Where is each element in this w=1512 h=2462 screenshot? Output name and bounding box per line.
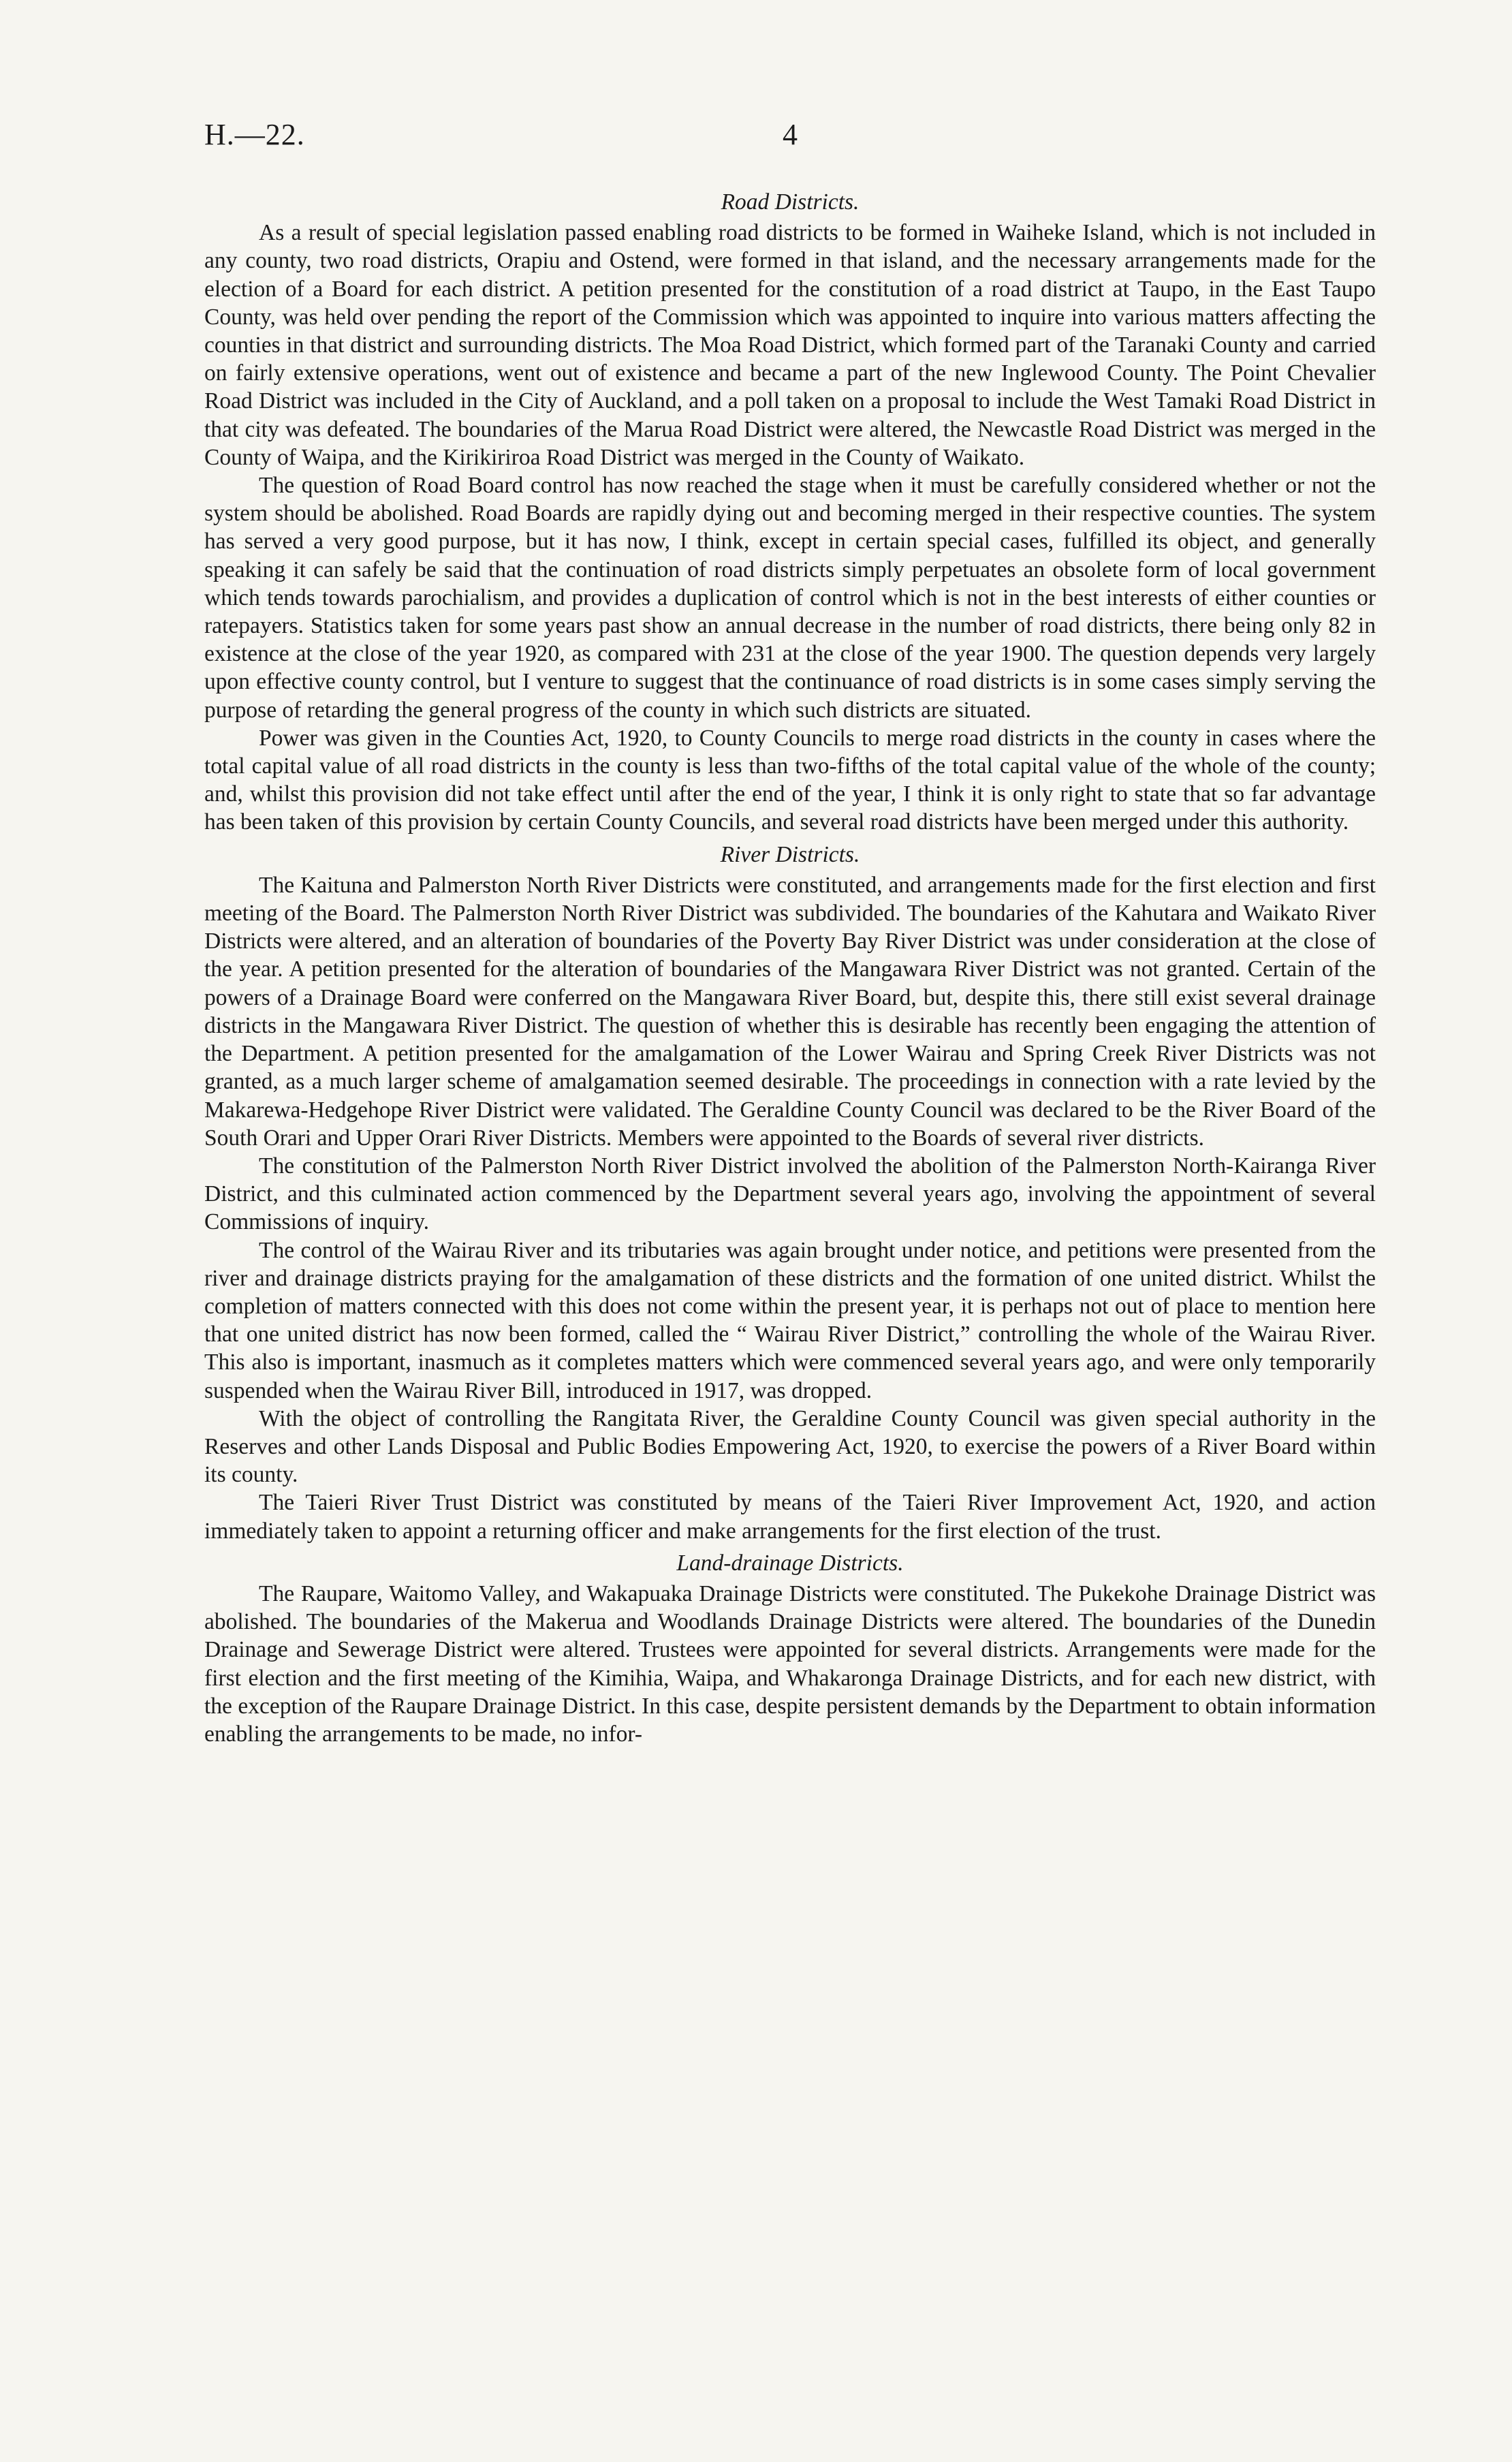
paragraph: As a result of special legislation passed enabling road districts to be formed in Waiheke Island, which is not included in any county, two road districts, Orapiu and Ostend, were formed in that island, and the necessary arrangements made for the election of a Board for each district. A petition presented for the constitution of a road district at Taupo, in the East Taupo County, was held over pending the report of the Commission which was appointed to inquire into various matters affecting the counties in that district and surrounding districts. The Moa Road District, which formed part of the Taranaki County and carried on fairly extensive operations, went out of existence and became a part of the new Inglewood County. The Point Chevalier Road District was included in the City of Auckland, and a poll taken on a proposal to include the West Tamaki Road District in that city was defeated. The boundaries of the Marua Road District were altered, the Newcastle Road District was merged in the County of Waipa, and the Kirikiriroa Road District was merged in the County of Waikato. xyxy=(204,220,1376,470)
section-land-drainage-districts xyxy=(204,1549,1376,1748)
paragraph: The question of Road Board control has now reached the stage when it must be carefully considered whether or not the system should be abolished. Road Boards are rapidly dying out and becoming merged in their respective counties. The system has served a very good purpose, but it has now, I think, except in certain special cases, fulfilled its object, and generally speaking it can safely be said that the continuation of road districts simply perpetuates an obsolete form of local government which tends towards parochialism, and provides a duplication of control which is not in the best interests of either counties or ratepayers. Statistics taken for some years past show an annual decrease in the number of road districts, there being only 82 in existence at the close of the year 1920, as compared with 231 at the close of the year 1900. The question depends very largely upon effective county control, but I venture to suggest that the continuance of road districts is in some cases simply serving the purpose of retarding the general progress of the county in which such districts are situated. xyxy=(204,473,1376,723)
page-number: 4 xyxy=(783,118,798,151)
section-heading: River Districts. xyxy=(720,841,860,867)
section-road-districts xyxy=(204,188,1376,837)
paragraph: The constitution of the Palmerston North River District involved the abolition of the Palmerston North-Kairanga River District, and this culminated action commenced by the Department several years ago, involving the appointment of several Commissions of inquiry. xyxy=(204,1153,1376,1235)
section-heading: Road Districts. xyxy=(721,189,860,215)
paragraph: The control of the Wairau River and its tributaries was again brought under notice, and petitions were presented from the river and drainage districts praying for the amalgamation of these districts and the formation of one united district. Whilst the completion of matters connected with this does not come within the present year, it is perhaps not out of place to mention here that one united district has now been formed, called the “ Wairau River District,” controlling the whole of the Wairau River. This also is important, inasmuch as it completes matters which were commenced several years ago, and were only temporarily suspended when the Wairau River Bill, introduced in 1917, was dropped. xyxy=(204,1237,1376,1403)
paragraph: The Taieri River Trust District was constituted by means of the Taieri River Improvement Act, 1920, and action immediately taken to appoint a returning officer and make arrangements for the first election of the trust. xyxy=(204,1490,1376,1544)
document-reference: H.—22. xyxy=(204,118,305,151)
paragraph: The Raupare, Waitomo Valley, and Wakapuaka Drainage Districts were constituted. The Pukekohe Drainage District was abolished. The boundaries of the Makerua and Woodlands Drainage Districts were altered. The boundaries of the Dunedin Drainage and Sewerage District were altered. Trustees were appointed for several districts. Arrangements were made for the first election and the first meeting of the Kimihia, Waipa, and Whakaronga Drainage Districts, and for each new district, with the exception of the Raupare Drainage District. In this case, despite persistent demands by the Department to obtain information enabling the arrangements to be made, no infor- xyxy=(204,1580,1376,1747)
page-header xyxy=(204,117,1376,158)
page-body xyxy=(204,184,1376,1748)
paragraph: The Kaituna and Palmerston North River Districts were constituted, and arrangements made for the first election and first meeting of the Board. The Palmerston North River District was subdivided. The boundaries of the Kahutara and Waikato River Districts were altered, and an alteration of boundaries of the Poverty Bay River District was under consideration at the close of the year. A petition presented for the alteration of boundaries of the Mangawara River District was not granted. Certain of the powers of a Drainage Board were conferred on the Mangawara River Board, but, despite this, there still exist several drainage districts in the Mangawara River District. The question of whether this is desirable has recently been engaging the attention of the Department. A petition presented for the amalgamation of the Lower Wairau and Spring Creek River Districts was not granted, as a much larger scheme of amalgamation seemed desirable. The proceedings in connection with a rate levied by the Makarewa-Hedgehope River District were validated. The Geraldine County Council was declared to be the River Board of the South Orari and Upper Orari River Districts. Members were appointed to the Boards of several river districts. xyxy=(204,872,1376,1151)
section-river-districts xyxy=(204,841,1376,1545)
section-heading: Land-drainage Districts. xyxy=(676,1550,904,1576)
paragraph: With the object of controlling the Rangitata River, the Geraldine County Council was given special authority in the Reserves and other Lands Disposal and Public Bodies Empowering Act, 1920, to exercise the powers of a River Board within its county. xyxy=(204,1405,1376,1488)
paragraph: Power was given in the Counties Act, 1920, to County Councils to merge road districts in the county in cases where the total capital value of all road districts in the county is less than two-fifths of the total capital value of the whole of the county; and, whilst this provision did not take effect until after the end of the year, I think it is only right to state that so far advantage has been taken of this provision by certain County Councils, and several road districts have been merged under this authority. xyxy=(204,725,1376,835)
